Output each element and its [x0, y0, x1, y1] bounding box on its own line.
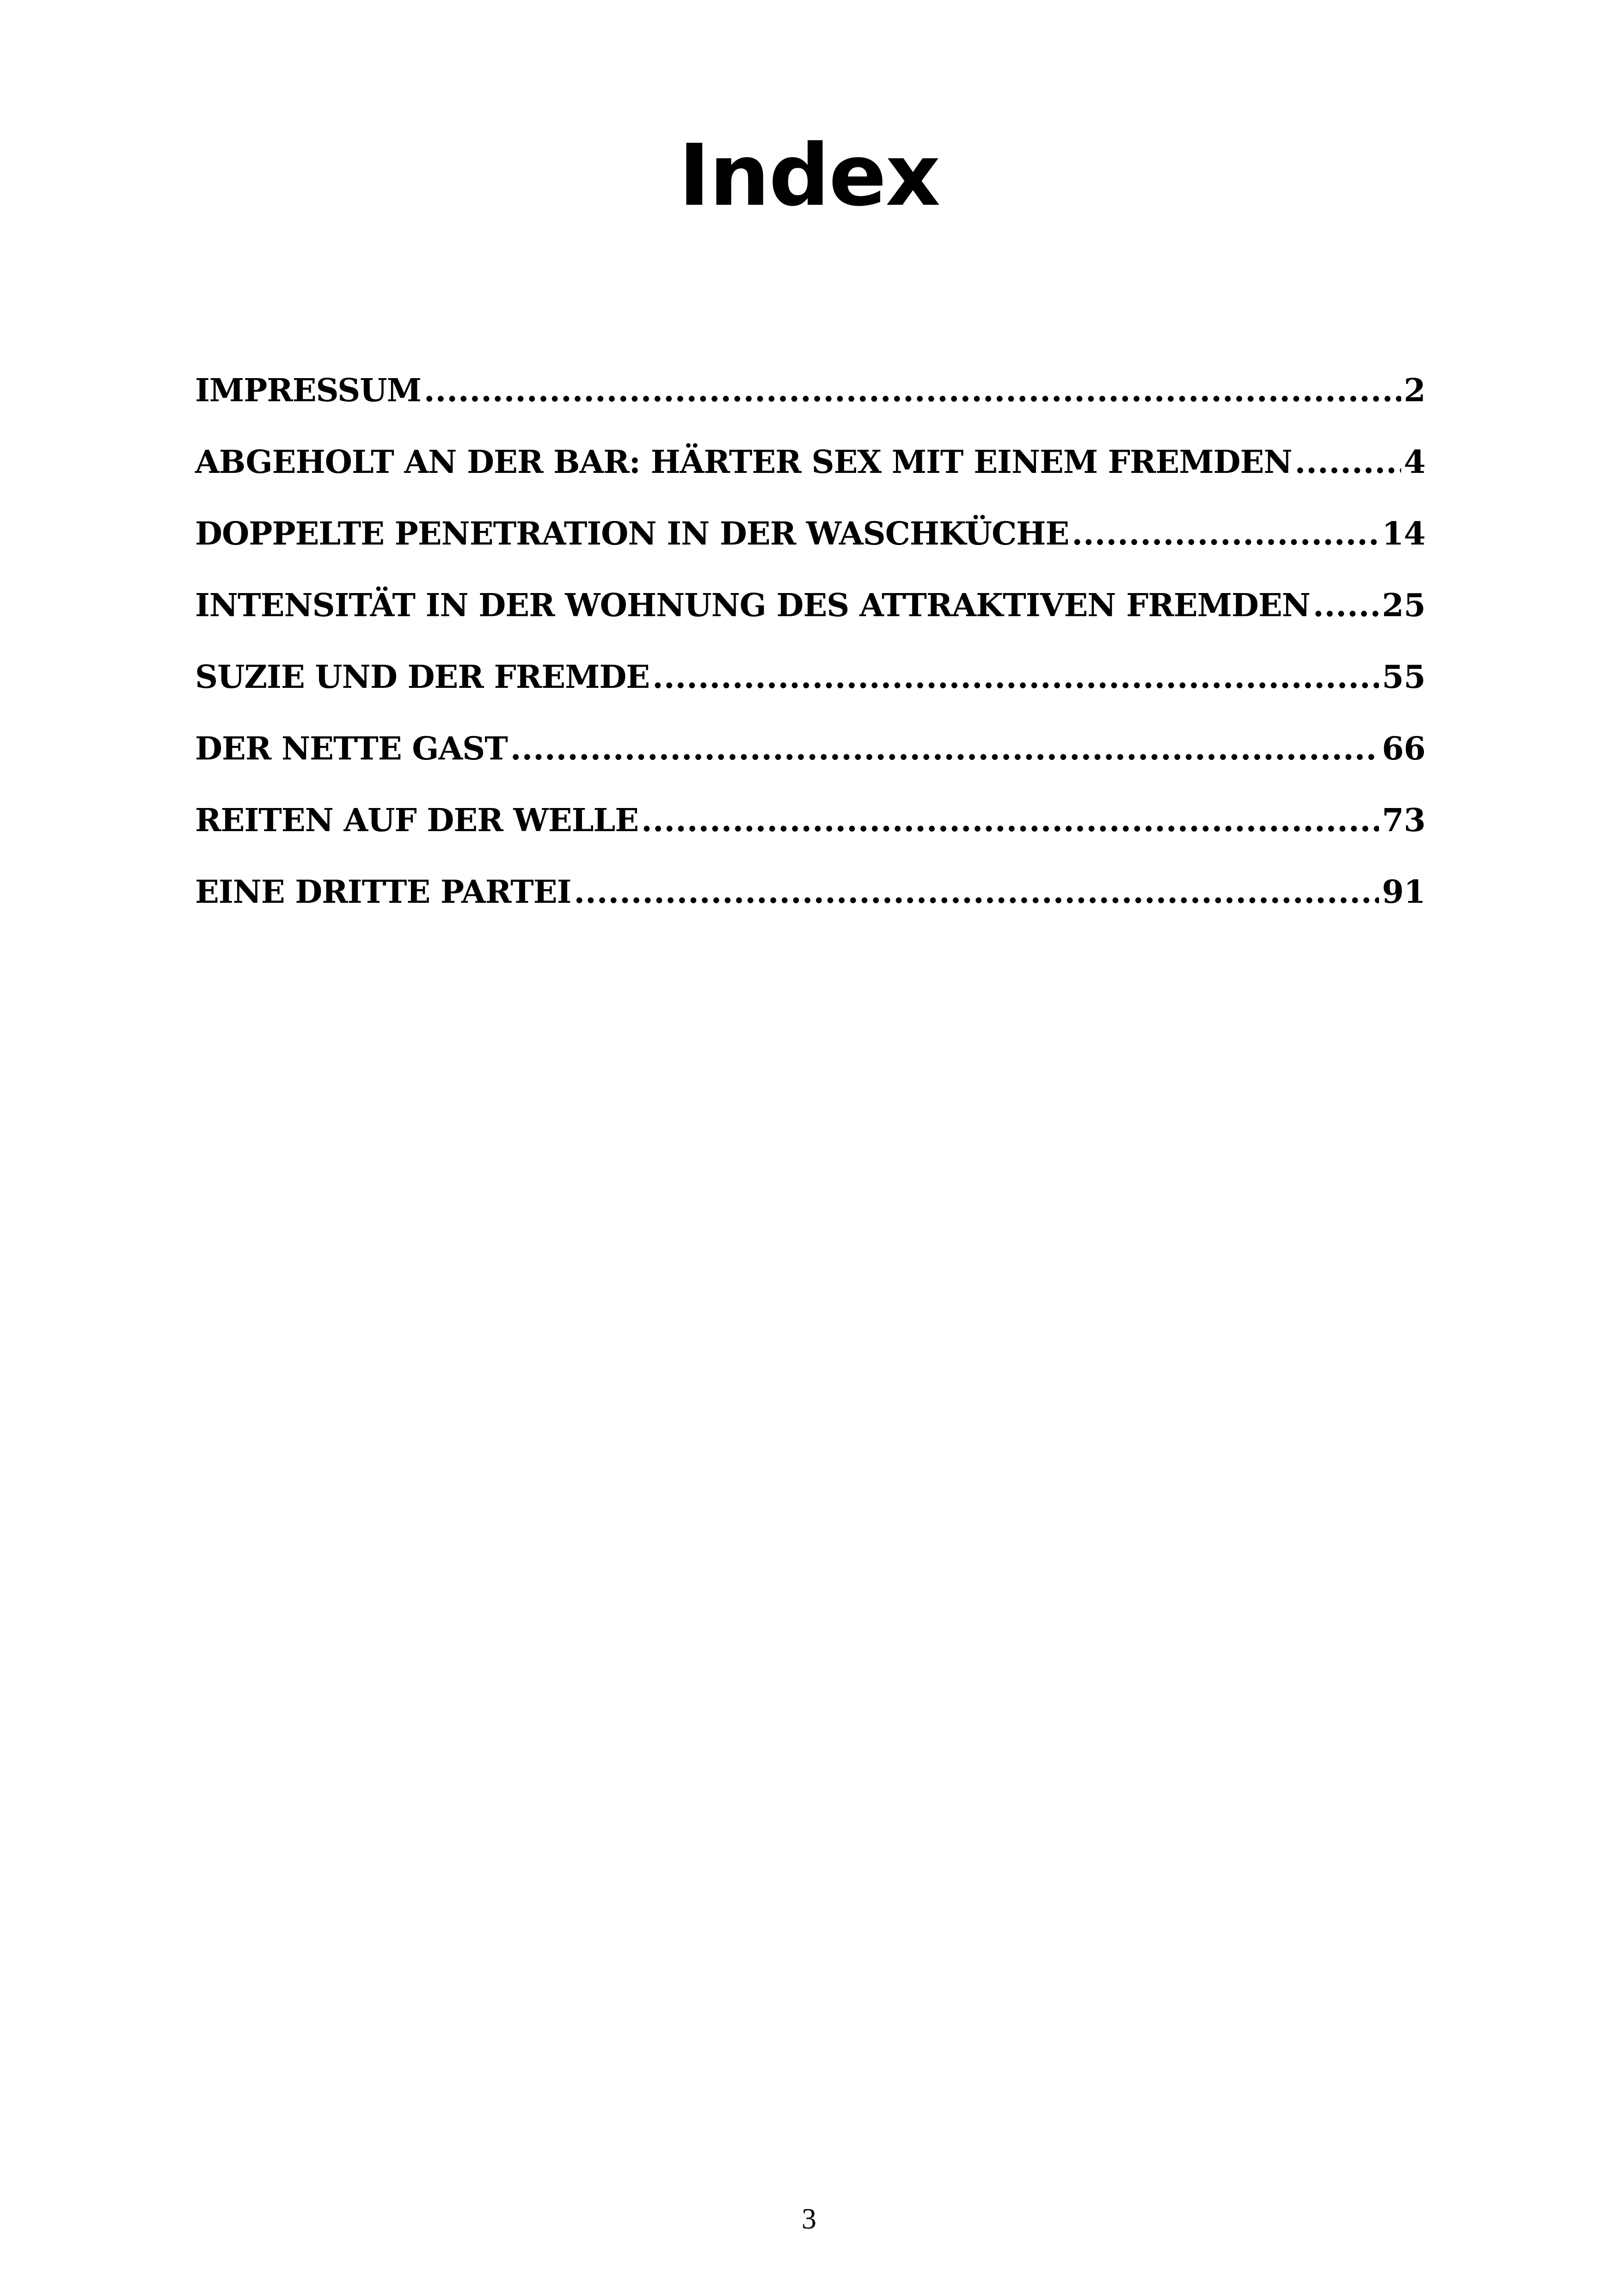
toc-entry-page: 55	[1382, 659, 1426, 696]
toc-entry-der-nette-gast[interactable]	[195, 728, 1426, 800]
dot-leader	[1295, 441, 1401, 483]
toc-entry-title: SUZIE UND DER FREMDE	[195, 659, 650, 696]
toc-entry-title: REITEN AUF DER WELLE	[195, 802, 639, 839]
toc-entry-title: DER NETTE GAST	[195, 730, 508, 767]
toc-entry-eine-dritte-partei[interactable]	[195, 871, 1426, 943]
toc-entry-title: ABGEHOLT AN DER BAR: HÄRTER SEX MIT EINEM FREMDEN	[195, 444, 1292, 481]
toc-entry-page: 91	[1382, 874, 1426, 911]
dot-leader	[641, 800, 1379, 841]
toc-entry-title: INTENSITÄT IN DER WOHNUNG DES ATTRAKTIVEN FREMDEN	[195, 587, 1310, 624]
toc-entry-intensitaet[interactable]	[195, 585, 1426, 656]
toc-entry-page: 25	[1382, 587, 1426, 624]
toc-entry-suzie-und-der-fremde[interactable]	[195, 656, 1426, 728]
toc-entry-page: 66	[1382, 730, 1426, 767]
toc-entry-page: 2	[1403, 372, 1426, 409]
toc-entry-abgeholt-an-der-bar[interactable]	[195, 441, 1426, 513]
toc-entry-title: DOPPELTE PENETRATION IN DER WASCHKÜCHE	[195, 515, 1069, 552]
dot-leader	[1313, 585, 1379, 626]
toc-entry-page: 73	[1382, 802, 1426, 839]
dot-leader	[652, 656, 1379, 698]
toc-entry-page: 4	[1403, 444, 1426, 481]
toc-entry-doppelte-penetration[interactable]	[195, 513, 1426, 585]
page-title: Index	[678, 126, 940, 225]
toc-entry-reiten-auf-der-welle[interactable]	[195, 800, 1426, 871]
dot-leader	[424, 370, 1401, 411]
dot-leader	[574, 871, 1379, 913]
dot-leader	[1072, 513, 1379, 555]
table-of-contents	[195, 370, 1426, 943]
toc-entry-impressum[interactable]	[195, 370, 1426, 441]
page-number: 3	[802, 2202, 816, 2235]
toc-entry-title: IMPRESSUM	[195, 372, 421, 409]
toc-entry-title: EINE DRITTE PARTEI	[195, 874, 571, 911]
toc-entry-page: 14	[1382, 515, 1426, 552]
dot-leader	[510, 728, 1379, 770]
